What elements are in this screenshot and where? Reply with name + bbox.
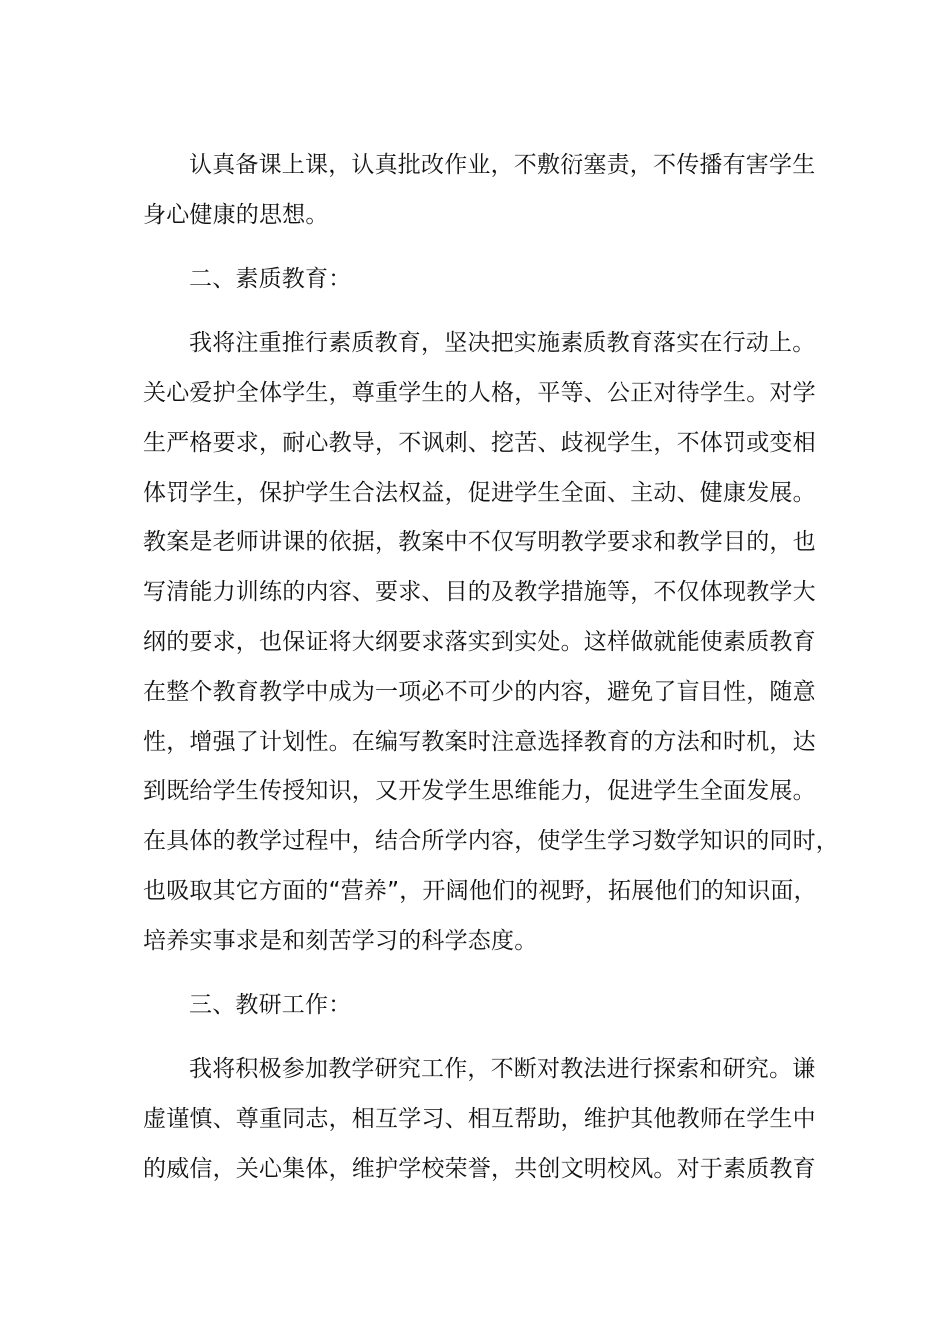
text-line: 教案是老师讲课的依据，教案中不仅写明教学要求和教学目的，也 xyxy=(143,529,816,555)
text-line: 我将积极参加教学研究工作，不断对教法进行探索和研究。谦 xyxy=(189,1056,816,1082)
text-line: 写清能力训练的内容、要求、目的及教学措施等，不仅体现教学大 xyxy=(143,579,816,605)
text-line: 也吸取其它方面的“营养”，开阔他们的视野，拓展他们的知识面， xyxy=(143,878,817,904)
text-line: 性，增强了计划性。在编写教案时注意选择教育的方法和时机，达 xyxy=(143,729,816,755)
text-line: 在整个教育教学中成为一项必不可少的内容，避免了盲目性，随意 xyxy=(143,679,816,705)
text-line: 在具体的教学过程中，结合所学内容，使学生学习数学知识的同时， xyxy=(143,828,839,854)
text-line: 虚谨慎、尊重同志，相互学习、相互帮助，维护其他教师在学生中 xyxy=(143,1106,816,1132)
text-line: 认真备课上课，认真批改作业，不敷衍塞责，不传播有害学生 xyxy=(189,152,816,178)
text-line: 身心健康的思想。 xyxy=(143,202,329,228)
section-heading: 二、素质教育： xyxy=(189,266,352,292)
section-heading: 三、教研工作： xyxy=(189,992,352,1018)
text-line: 培养实事求是和刻苦学习的科学态度。 xyxy=(143,928,538,954)
text-line: 到既给学生传授知识，又开发学生思维能力，促进学生全面发展。 xyxy=(143,778,816,804)
text-line: 我将注重推行素质教育，坚决把实施素质教育落实在行动上。 xyxy=(189,330,816,356)
text-line: 体罚学生，保护学生合法权益，促进学生全面、主动、健康发展。 xyxy=(143,480,816,506)
text-line: 生严格要求，耐心教导，不讽刺、挖苦、歧视学生，不体罚或变相 xyxy=(143,430,816,456)
text-line: 关心爱护全体学生，尊重学生的人格，平等、公正对待学生。对学 xyxy=(143,380,816,406)
text-line: 的威信，关心集体，维护学校荣誉，共创文明校风。对于素质教育 xyxy=(143,1156,816,1182)
text-line: 纲的要求，也保证将大纲要求落实到实处。这样做就能使素质教育 xyxy=(143,629,816,655)
